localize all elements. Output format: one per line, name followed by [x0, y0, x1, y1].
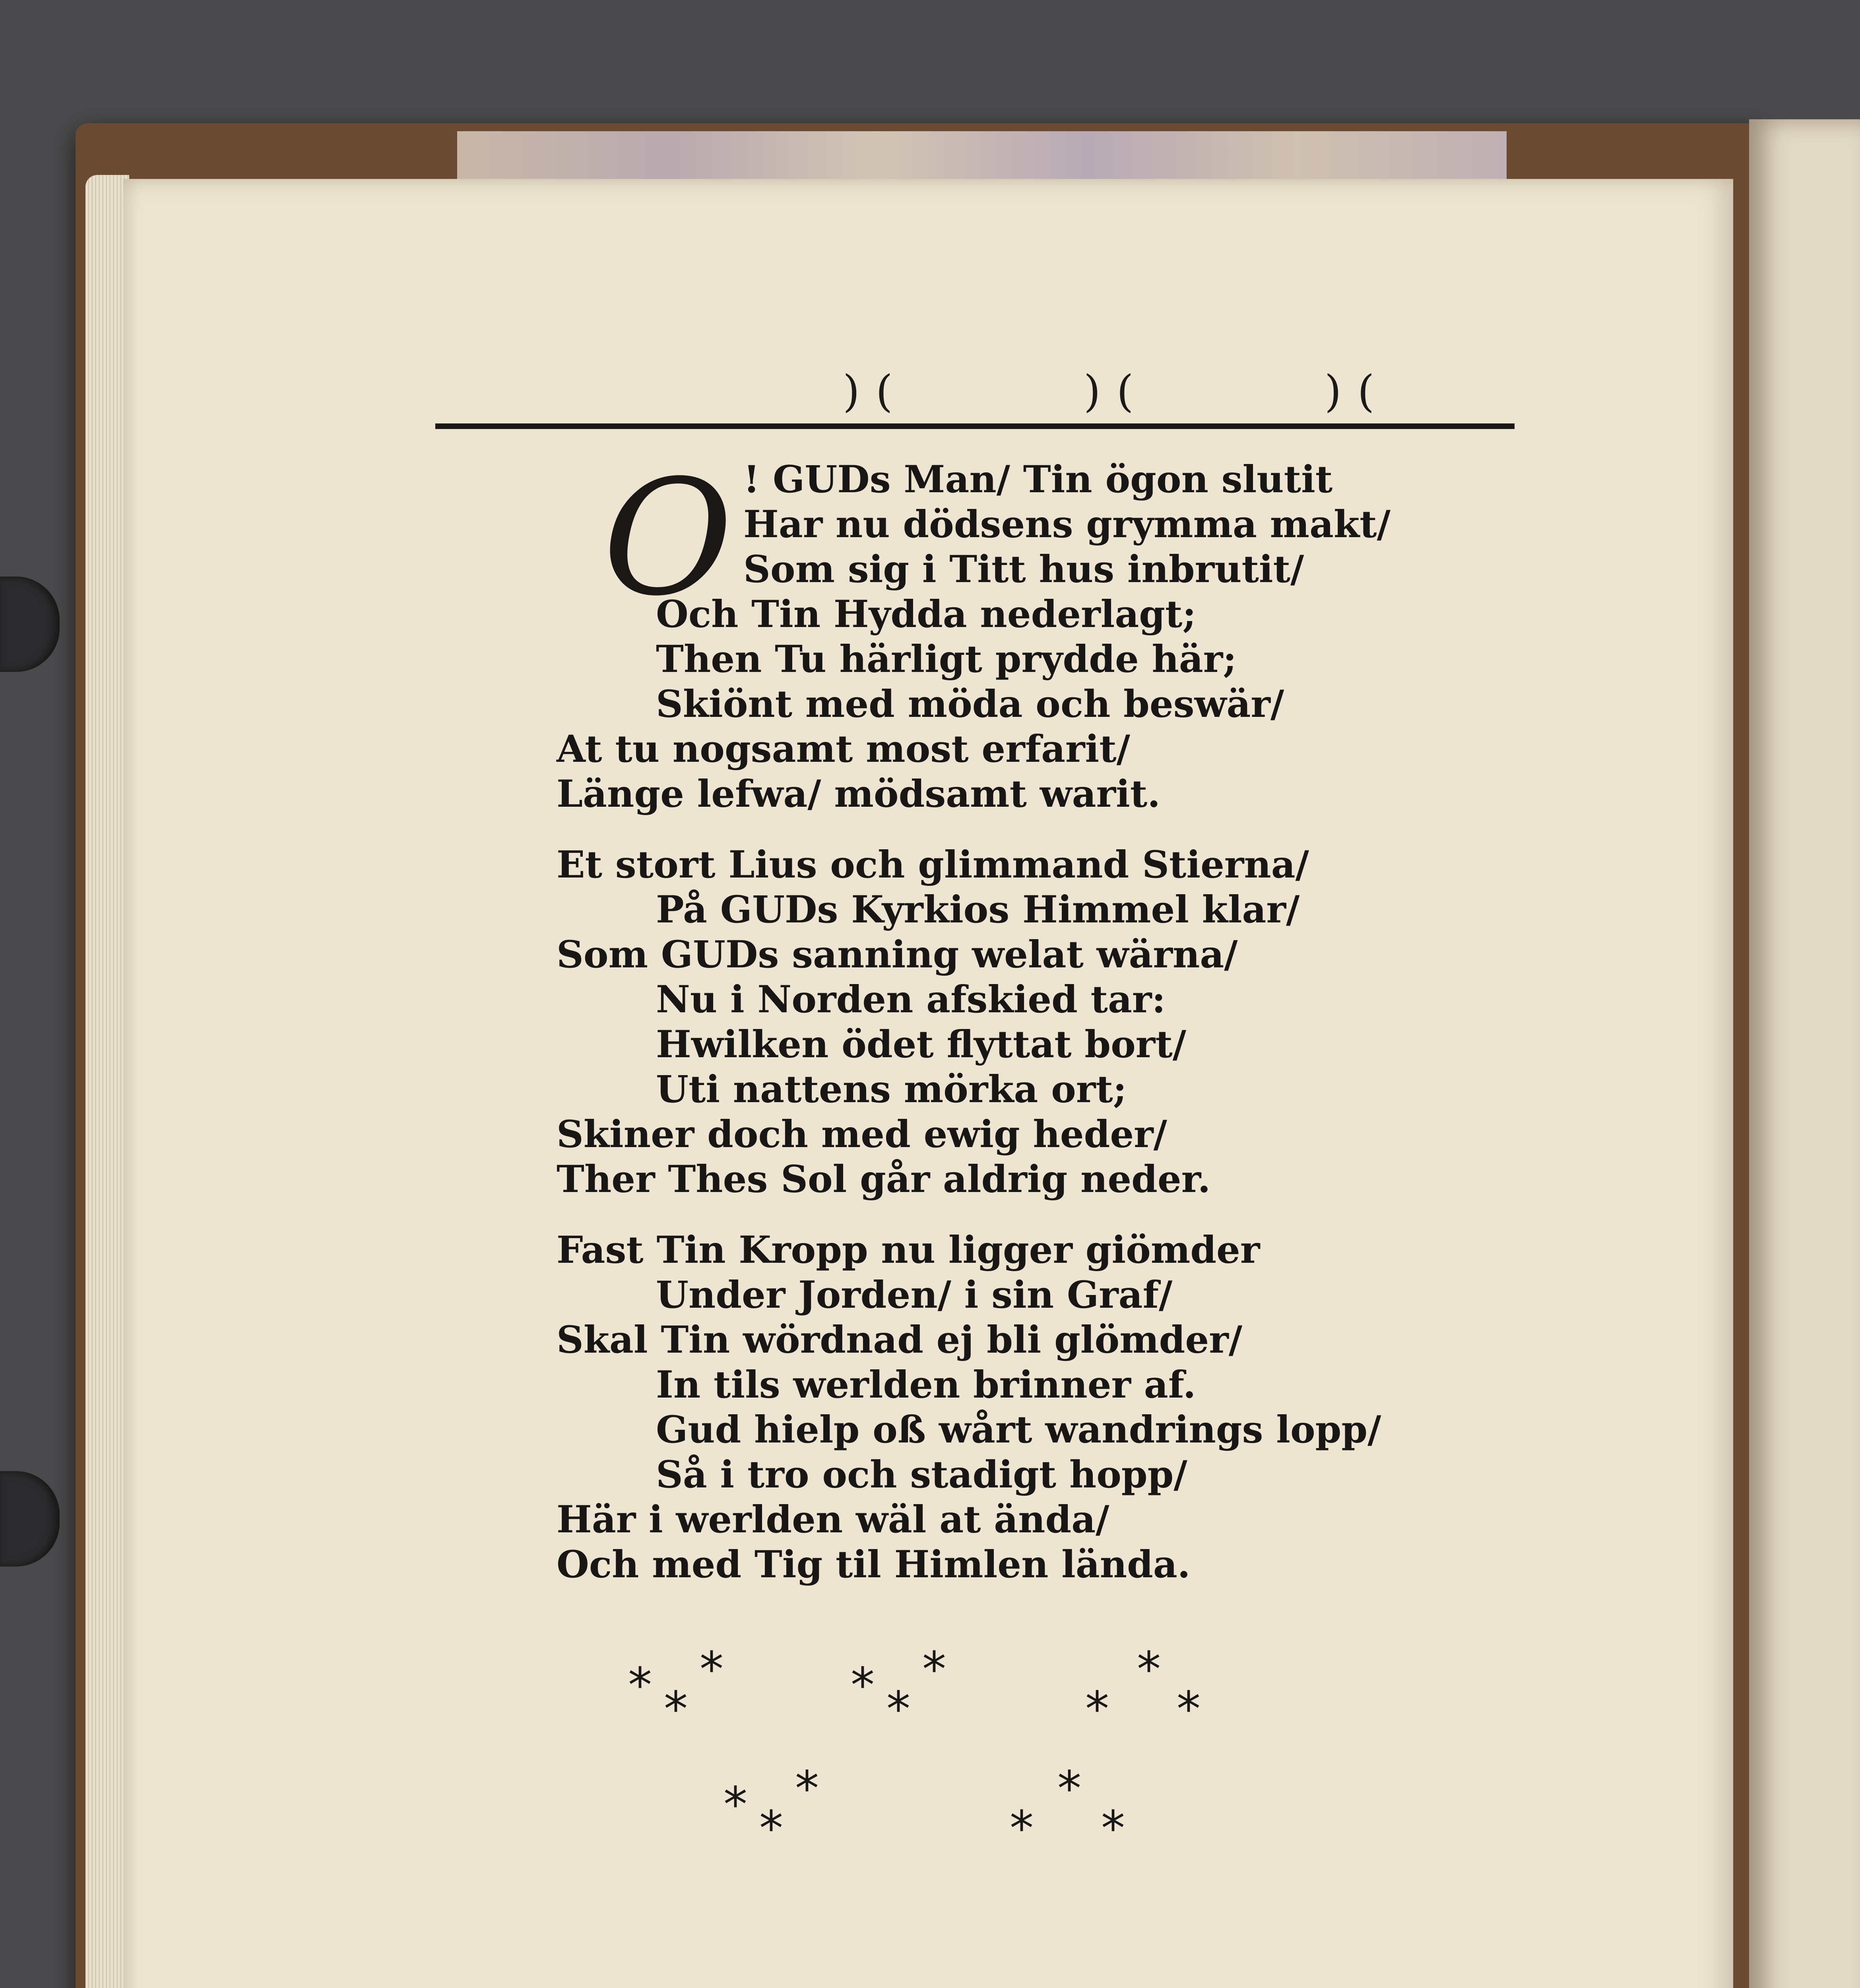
- binder-clip-bottom: [0, 1471, 60, 1567]
- stanza-1: [557, 446, 1431, 817]
- poem-line: Och Tin Hydda nederlagt;: [656, 592, 1197, 636]
- poem-line: ! GUDs Man/ Tin ögon slutit: [743, 458, 1333, 501]
- poem-line: Then Tu härligt prydde här;: [656, 637, 1237, 681]
- poem-line: Et stort Lius och glimmand Stierna/: [557, 843, 1309, 887]
- poem-line: Som sig i Titt hus inbrutit/: [743, 547, 1304, 591]
- poem-line: Här i werlden wäl at ända/: [557, 1498, 1109, 1541]
- ornament-glyph: )(: [843, 366, 909, 417]
- ornament-glyph: )(: [1083, 366, 1150, 417]
- asterism-row: [628, 1761, 1264, 1897]
- poem-line: Nu i Norden afskied tar:: [656, 978, 1166, 1021]
- asterism-glyph: *: [664, 1682, 688, 1737]
- asterism-glyph: *: [795, 1761, 819, 1817]
- asterism-glyph: *: [1137, 1642, 1161, 1697]
- asterism-glyph: *: [1057, 1761, 1081, 1817]
- poem-line: Gud hielp oß wårt wandrings lopp/: [656, 1408, 1381, 1452]
- asterism-glyph: *: [628, 1658, 652, 1713]
- poem-line: Uti nattens mörka ort;: [656, 1068, 1127, 1111]
- poem-line: Ther Thes Sol går aldrig neder.: [557, 1157, 1211, 1201]
- poem-line: Skiönt med möda och beswär/: [656, 682, 1284, 726]
- asterism-glyph: *: [723, 1777, 747, 1833]
- poem-line: Hwilken ödet flyttat bort/: [656, 1023, 1187, 1066]
- poem-line: Länge lefwa/ mödsamt warit.: [557, 772, 1160, 816]
- poem-line: Fast Tin Kropp nu ligger giömder: [557, 1228, 1260, 1272]
- header-ornament: [755, 366, 1478, 417]
- ornament-glyph: )(: [1324, 366, 1391, 417]
- poem-line: På GUDs Kyrkios Himmel klar/: [656, 888, 1300, 932]
- header-rule: [435, 423, 1515, 429]
- poem-line: Under Jorden/ i sin Graf/: [656, 1273, 1173, 1317]
- poem-line: Skiner doch med ewig heder/: [557, 1112, 1167, 1156]
- stanza-2: [557, 843, 1431, 1202]
- poem-line: In tils werlden brinner af.: [656, 1363, 1196, 1407]
- asterism-glyph: *: [700, 1642, 723, 1697]
- poem-line: At tu nogsamt most erfarit/: [557, 727, 1131, 771]
- drop-cap: O: [603, 446, 733, 631]
- asterism-glyph: *: [1010, 1801, 1034, 1856]
- asterism-glyph: *: [1101, 1801, 1125, 1856]
- poem-line: Och med Tig til Himlen lända.: [557, 1543, 1191, 1586]
- facing-page: [1749, 119, 1860, 1988]
- poem: [557, 446, 1431, 1613]
- asterism-ornaments: [628, 1642, 1264, 1897]
- asterism-glyph: *: [886, 1682, 910, 1737]
- poem-line: Som GUDs sanning welat wärna/: [557, 933, 1238, 977]
- asterism-row: [628, 1642, 1264, 1777]
- asterism-glyph: *: [759, 1801, 783, 1856]
- stanza-3: [557, 1228, 1431, 1587]
- poem-line: Skal Tin wördnad ej bli glömder/: [557, 1318, 1243, 1362]
- asterism-glyph: *: [922, 1642, 946, 1697]
- poem-line: Så i tro och stadigt hopp/: [656, 1453, 1187, 1497]
- asterism-glyph: *: [1085, 1682, 1109, 1737]
- binder-clip-top: [0, 577, 60, 672]
- asterism-glyph: *: [851, 1658, 875, 1713]
- asterism-glyph: *: [1177, 1682, 1201, 1737]
- poem-line: Har nu dödsens grymma makt/: [743, 503, 1391, 546]
- page-edges: [85, 175, 129, 1988]
